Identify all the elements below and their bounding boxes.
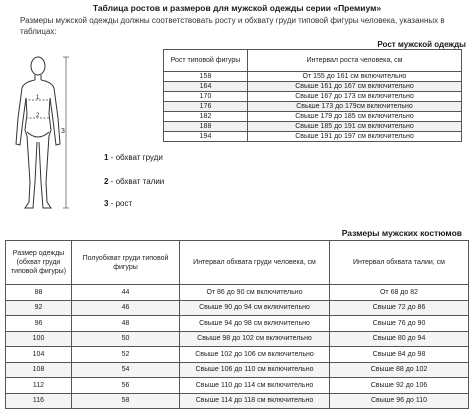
legend-text: - рост — [108, 199, 133, 208]
table-cell: Свыше 88 до 102 — [330, 362, 469, 378]
table-cell: От 68 до 82 — [330, 285, 469, 301]
suit-table-header: Интервал обхвата талии, см — [330, 241, 469, 285]
suit-table-header: Размер одежды (обхват груди типовой фигуры) — [6, 241, 72, 285]
height-table — [163, 49, 462, 142]
table-cell: 44 — [72, 285, 180, 301]
table-cell: 50 — [72, 331, 180, 347]
table-row — [6, 300, 469, 316]
suit-size-table — [5, 240, 469, 409]
table-cell: 112 — [6, 378, 72, 394]
intro-text: Размеры мужской одежды должны соответствовать росту и обхвату груди типовой фигуры человека, указанных в таблицах: — [20, 16, 445, 36]
table-cell: 58 — [72, 393, 180, 409]
table-cell: Свыше 185 до 191 см включительно — [248, 122, 462, 132]
legend-text: - обхват груди — [108, 153, 163, 162]
table-row — [164, 102, 462, 112]
table-cell: 158 — [164, 72, 248, 82]
table-cell: Свыше 98 до 102 см включительно — [180, 331, 330, 347]
table-row — [6, 316, 469, 332]
table-cell: 104 — [6, 347, 72, 363]
table-cell: Свыше 167 до 173 см включительно — [248, 92, 462, 102]
table-cell: 96 — [6, 316, 72, 332]
legend-item-height — [104, 199, 132, 208]
table-row — [6, 285, 469, 301]
table-cell: 108 — [6, 362, 72, 378]
table-cell: 92 — [6, 300, 72, 316]
figure-label-3: 3 — [61, 128, 65, 135]
table-row — [6, 362, 469, 378]
table-cell: Свыше 92 до 106 — [330, 378, 469, 394]
table-cell: Свыше 94 до 98 см включительно — [180, 316, 330, 332]
table-cell: 182 — [164, 112, 248, 122]
table-cell: 46 — [72, 300, 180, 316]
table-cell: От 155 до 161 см включительно — [248, 72, 462, 82]
table-row — [164, 122, 462, 132]
height-table-caption: Рост мужской одежды — [377, 40, 466, 49]
table-row — [164, 72, 462, 82]
table-row — [164, 132, 462, 142]
table-cell: Свыше 179 до 185 см включительно — [248, 112, 462, 122]
body-figure-illustration — [8, 52, 78, 232]
table-cell: 164 — [164, 82, 248, 92]
table-cell: Свыше 72 до 86 — [330, 300, 469, 316]
table-cell: 88 — [6, 285, 72, 301]
table-cell: 100 — [6, 331, 72, 347]
table-cell: Свыше 96 до 110 — [330, 393, 469, 409]
table-cell: От 86 до 90 см включительно — [180, 285, 330, 301]
legend-number: 2 — [104, 177, 109, 186]
legend-item-chest — [104, 153, 163, 162]
figure-label-2: 2 — [36, 113, 40, 119]
table-cell: Свыше 102 до 106 см включительно — [180, 347, 330, 363]
table-cell: 48 — [72, 316, 180, 332]
table-row — [164, 92, 462, 102]
table-row — [164, 82, 462, 92]
table-cell: Свыше 106 до 110 см включительно — [180, 362, 330, 378]
table-cell: 176 — [164, 102, 248, 112]
table-row — [164, 112, 462, 122]
height-table-header: Интервал роста человека, см — [248, 50, 462, 72]
table-cell: 54 — [72, 362, 180, 378]
table-row — [6, 347, 469, 363]
table-cell: Свыше 161 до 167 см включительно — [248, 82, 462, 92]
page-title: Таблица ростов и размеров для мужской одежды серии «Премиум» — [92, 3, 382, 13]
figure-label-1: 1 — [36, 95, 40, 101]
legend-number: 3 — [104, 199, 109, 208]
table-cell: 170 — [164, 92, 248, 102]
table-cell: Свыше 110 до 114 см включительно — [180, 378, 330, 394]
table-cell: Свыше 90 до 94 см включительно — [180, 300, 330, 316]
table-cell: 188 — [164, 122, 248, 132]
table-row — [6, 393, 469, 409]
legend-item-waist — [104, 177, 164, 186]
table-cell: 52 — [72, 347, 180, 363]
legend-number: 1 — [104, 153, 109, 162]
suit-table-header: Интервал обхвата груди человека, см — [180, 241, 330, 285]
table-cell: 56 — [72, 378, 180, 394]
table-cell: Свыше 191 до 197 см включительно — [248, 132, 462, 142]
table-cell: Свыше 80 до 94 — [330, 331, 469, 347]
table-cell: Свыше 76 до 90 — [330, 316, 469, 332]
table-cell: 194 — [164, 132, 248, 142]
table-cell: Свыше 84 до 98 — [330, 347, 469, 363]
table-cell: Свыше 173 до 179см включительно — [248, 102, 462, 112]
table-row — [6, 331, 469, 347]
suit-table-header: Полуобхват груди типовой фигуры — [72, 241, 180, 285]
table-cell: 116 — [6, 393, 72, 409]
height-table-header: Рост типовой фигуры — [164, 50, 248, 72]
suit-table-caption: Размеры мужских костюмов — [341, 228, 462, 238]
table-row — [6, 378, 469, 394]
legend-text: - обхват талии — [108, 177, 165, 186]
table-cell: Свыше 114 до 118 см включительно — [180, 393, 330, 409]
